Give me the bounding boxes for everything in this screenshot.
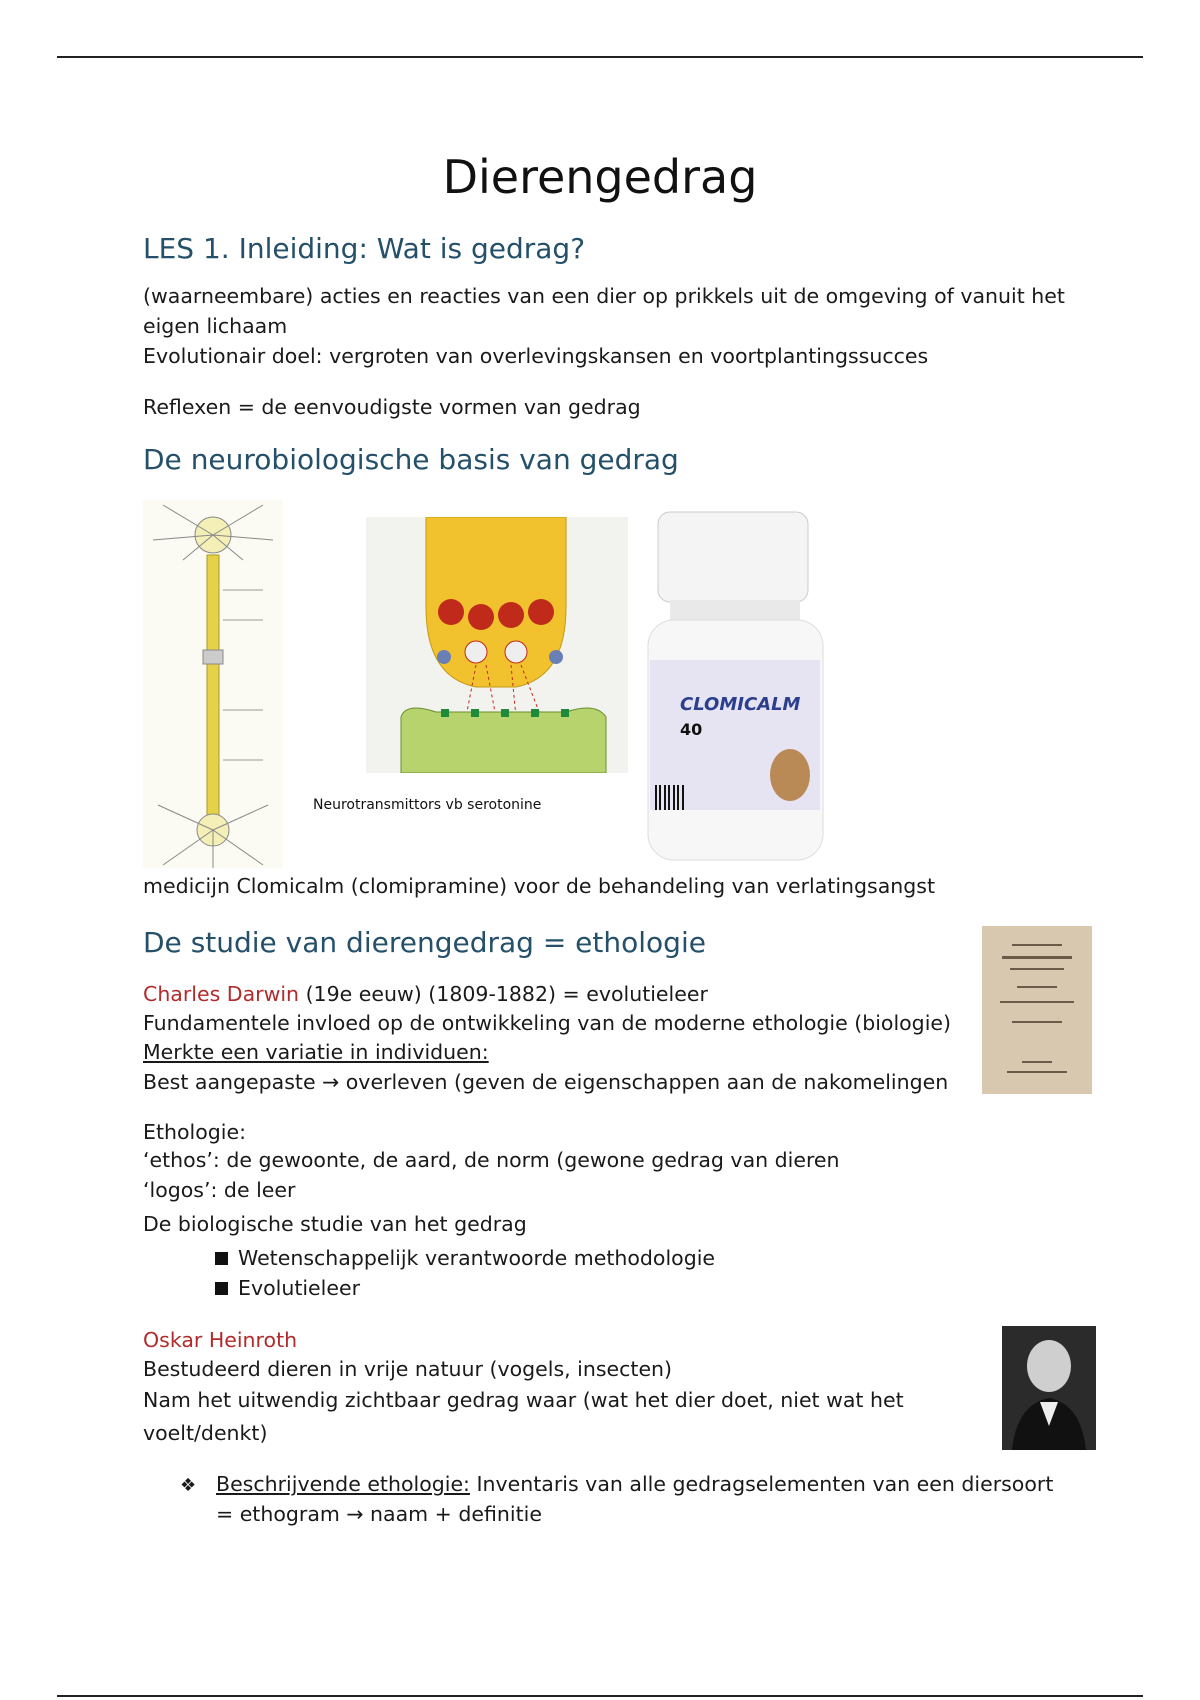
paragraph-line: ‘ethos’: de gewoonte, de aard, de norm (gewone gedrag van dieren [143,1148,840,1172]
black-square-icon [215,1252,228,1265]
page-title: Dierengedrag [442,150,758,204]
darwin-name: Charles Darwin [143,982,300,1006]
synapse-diagram [366,517,628,773]
heading-les1: LES 1. Inleiding: Wat is gedrag? [143,232,586,265]
paragraph-line: Nam het uitwendig zichtbaar gedrag waar (wat het dier doet, niet wat het [143,1388,904,1412]
origin-of-species-book-image [982,926,1092,1094]
paragraph-line: De biologische studie van het gedrag [143,1212,527,1236]
heading-ethology: De studie van dierengedrag = ethologie [143,926,706,959]
bottle-brand-text: CLOMICALM [680,694,801,715]
desc-text: Inventaris van alle gedragselementen van een diersoort [469,1472,1054,1496]
paragraph-line: Evolutionair doel: vergroten van overlevingskansen en voortplantingssucces [143,344,929,368]
four-diamond-icon: ❖ [180,1475,197,1496]
clomicalm-bottle-image [640,500,830,868]
paragraph-line: = ethogram → naam + definitie [216,1502,542,1526]
list-item: Evolutieleer [215,1273,715,1303]
desc-label: Beschrijvende ethologie: [216,1472,470,1496]
paragraph-line: ‘logos’: de leer [143,1178,296,1202]
darwin-dates: (19e eeuw) (1809-1882) = evolutieleer [299,982,708,1006]
paragraph-line: Reflexen = de eenvoudigste vormen van gedrag [143,395,641,419]
heinroth-name: Oskar Heinroth [143,1328,298,1352]
paragraph-line: Best aangepaste → overleven (geven de eigenschappen aan de nakomelingen [143,1070,949,1094]
descriptive-ethology-item [180,1469,1053,1501]
paragraph-line: Bestudeerd dieren in vrije natuur (vogels, insecten) [143,1357,673,1381]
list-item: Wetenschappelijk verantwoorde methodologie [215,1243,715,1273]
medicine-caption: medicijn Clomicalm (clomipramine) voor de behandeling van verlatingsangst [143,874,936,898]
paragraph-line: Ethologie: [143,1120,246,1144]
paragraph-line: Fundamentele invloed op de ontwikkeling van de moderne ethologie (biologie) [143,1011,951,1035]
heading-neurobiology: De neurobiologische basis van gedrag [143,443,679,476]
darwin-line [143,979,708,1009]
neuron-diagram [143,500,283,868]
paragraph-line: eigen lichaam [143,314,288,338]
heinroth-portrait-image [1002,1326,1096,1450]
bottle-dose-text: 40 [680,720,703,739]
synapse-caption: Neurotransmittors vb serotonine [313,797,542,813]
bottom-rule [57,1695,1143,1697]
paragraph-line: Merkte een variatie in individuen: [143,1040,489,1064]
black-square-icon [215,1282,228,1295]
bullet-list [215,1243,715,1303]
top-rule [57,56,1143,58]
paragraph-line: voelt/denkt) [143,1421,268,1445]
paragraph-line: (waarneembare) acties en reacties van een dier op prikkels uit de omgeving of vanuit het [143,284,1065,308]
